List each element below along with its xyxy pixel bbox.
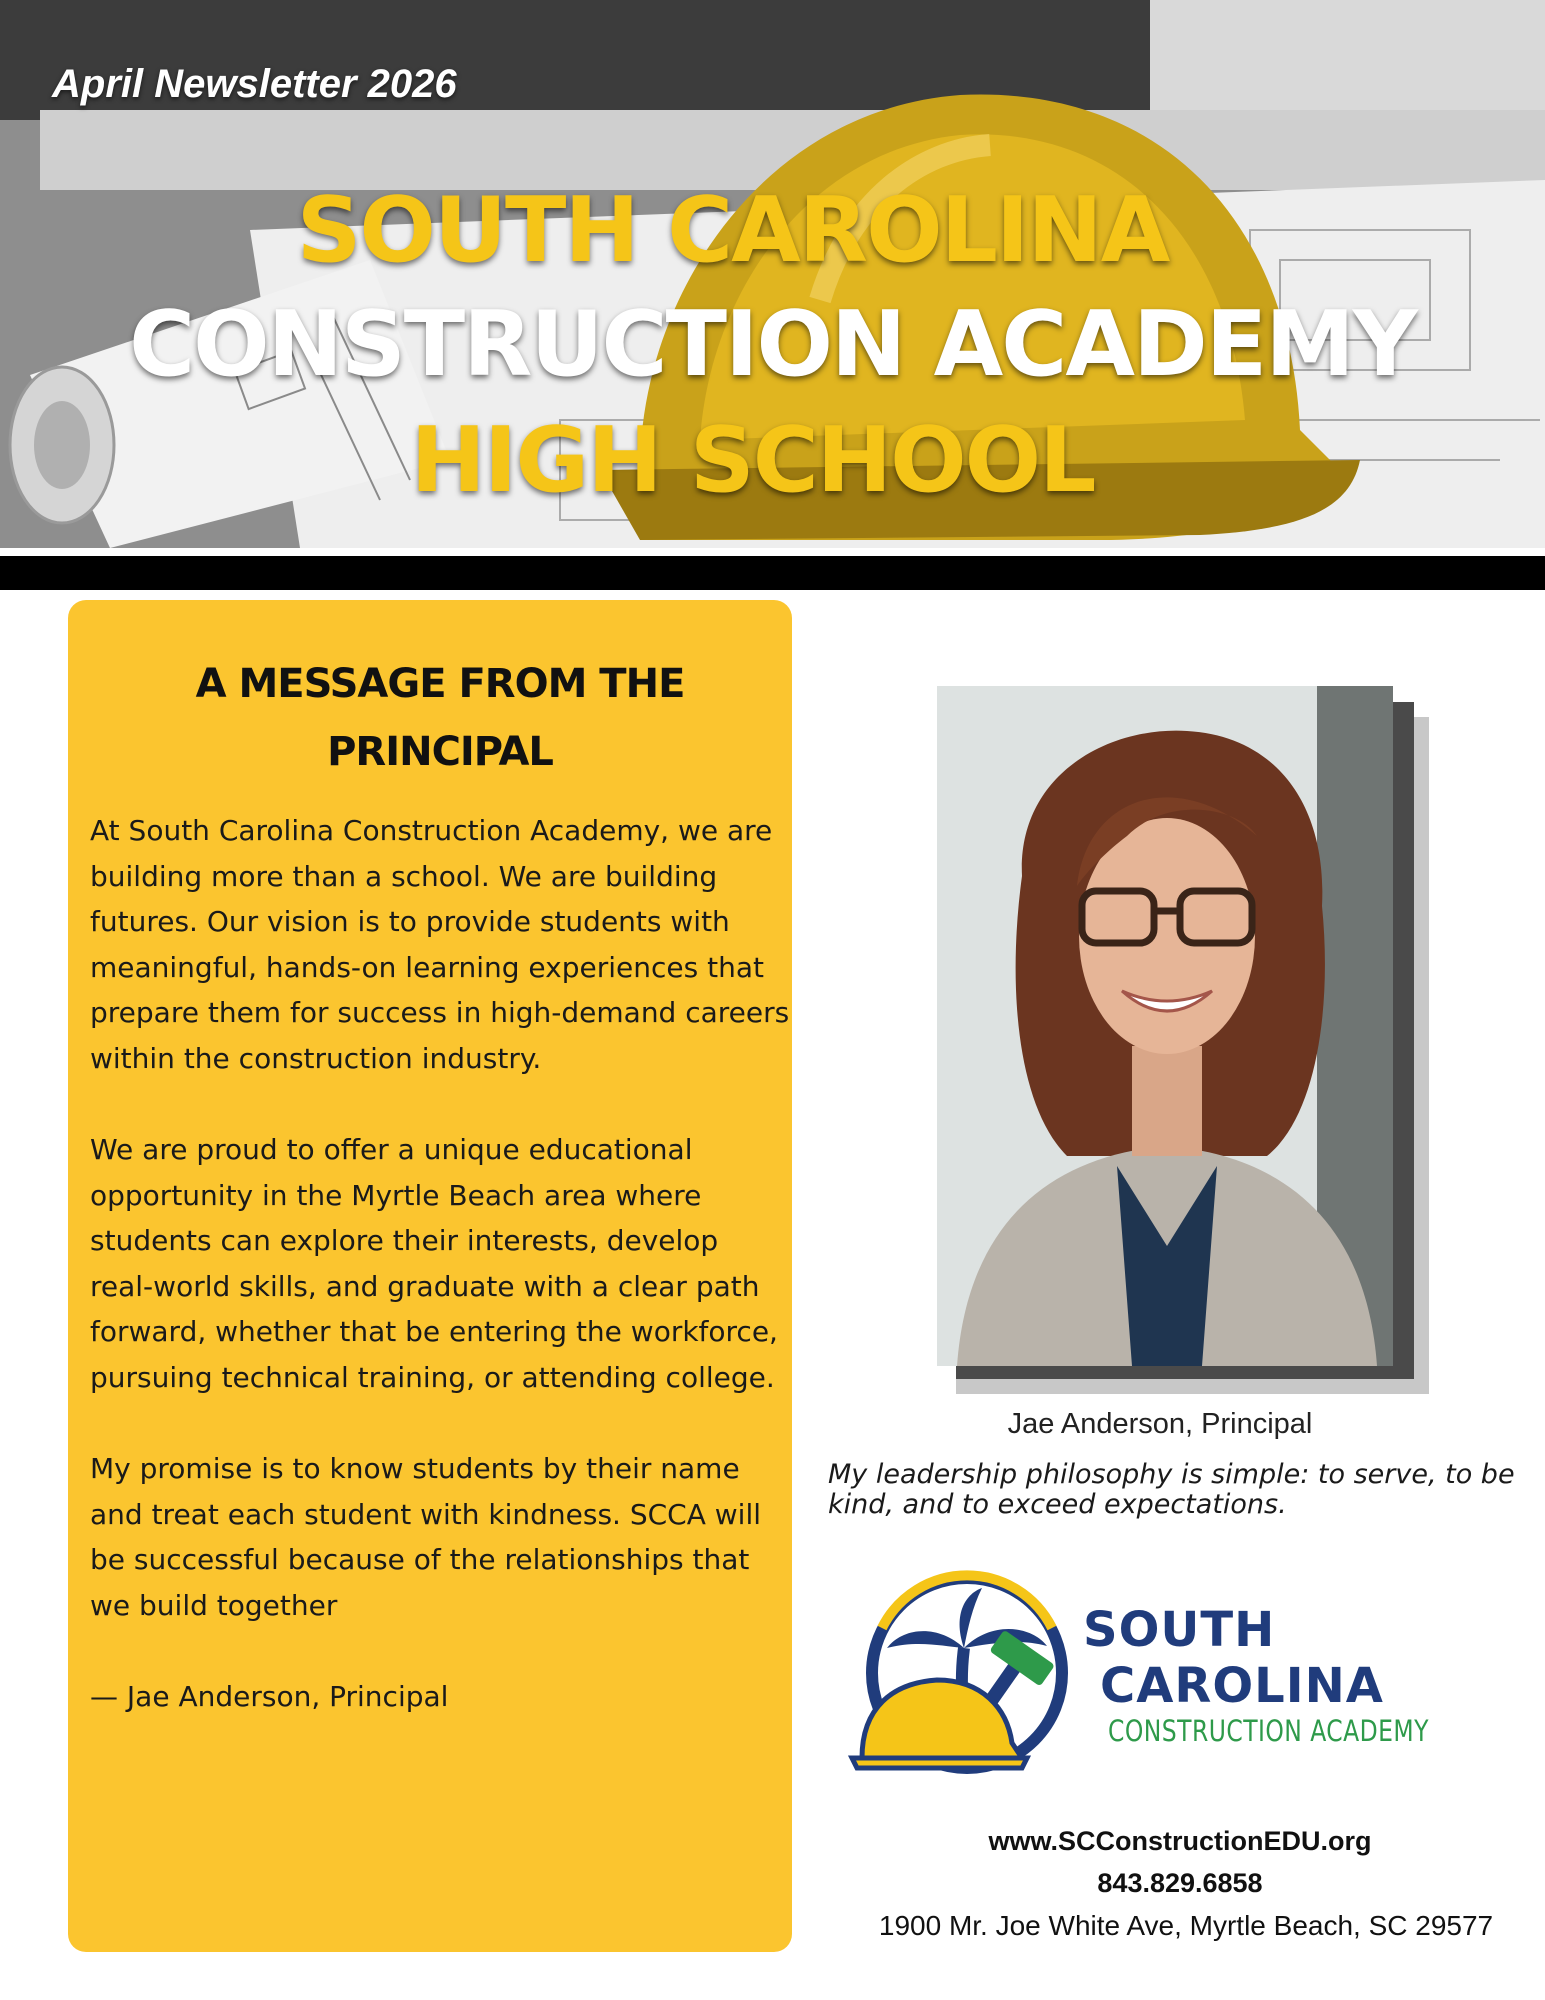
newsletter-issue-label: April Newsletter 2026 (52, 62, 457, 106)
school-name-line-1: SOUTH CAROLINA (296, 178, 1169, 283)
logo-text-carolina: CAROLINA (1100, 1658, 1384, 1714)
school-name-line-3: HIGH SCHOOL (410, 408, 1095, 513)
contact-phone[interactable]: 843.829.6858 (1097, 1868, 1263, 1898)
logo-text-construction-academy: CONSTRUCTION ACADEMY (1108, 1714, 1429, 1748)
principal-quote: My leadership philosophy is simple: to serve, to be kind, and to exceed expectations. (828, 1459, 1515, 1520)
message-signoff: — Jae Anderson, Principal (90, 1680, 449, 1713)
school-logo-emblem (842, 1568, 1092, 1778)
header-divider-bar (0, 556, 1545, 590)
heading-line-2: PRINCIPAL (327, 729, 553, 775)
principal-message-panel (68, 600, 792, 1952)
school-name-line-2: CONSTRUCTION ACADEMY (129, 292, 1416, 397)
logo-text-south: SOUTH (1083, 1602, 1276, 1658)
heading-line-1: A MESSAGE FROM THE (195, 661, 685, 707)
principal-photo (937, 686, 1393, 1366)
message-paragraph-3: My promise is to know students by their name and treat each student with kindness. SCCA will be successful because of the relationships that we build together (90, 1452, 762, 1622)
message-paragraph-1: At South Carolina Construction Academy, we are building more than a school. We are building futures. Our vision is to provide students with meaningful, hands-on learning experiences that prepare them for success in high-demand careers within the construction industry. (90, 814, 790, 1075)
contact-address: 1900 Mr. Joe White Ave, Myrtle Beach, SC 29577 (878, 1910, 1494, 1941)
principal-portrait-image (937, 686, 1393, 1366)
principal-message-heading (68, 650, 812, 786)
hero-banner (0, 0, 1545, 548)
contact-website[interactable]: www.SCConstructionEDU.org (988, 1826, 1372, 1856)
photo-caption-name: Jae Anderson, Principal (1007, 1408, 1313, 1440)
message-paragraph-2: We are proud to offer a unique educational opportunity in the Myrtle Beach area where students can explore their interests, develop real-world skills, and graduate with a clear path forward, whether that be entering the workforce, pursuing technical training, or attending college. (90, 1133, 778, 1394)
principal-message-body (90, 808, 790, 1766)
